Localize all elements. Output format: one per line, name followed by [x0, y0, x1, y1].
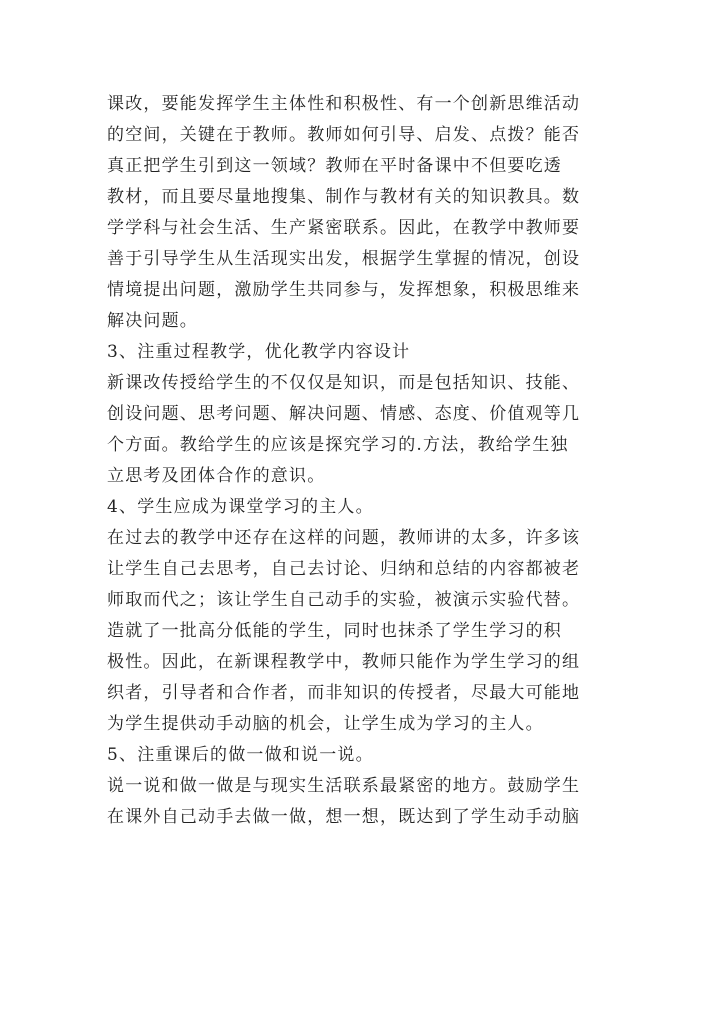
text-line: 在课外自己动手去做一做，想一想，既达到了学生动手动脑 — [107, 807, 581, 827]
text-line: 善于引导学生从生活现实出发，根据学生掌握的情况，创设 — [107, 249, 581, 269]
text-line: 造就了一批高分低能的学生，同时也抹杀了学生学习的积 — [107, 621, 562, 641]
text-line: 课改，要能发挥学生主体性和积极性、有一个创新思维活动 — [107, 94, 581, 114]
text-line: 为学生提供动手动脑的机会，让学生成为学习的主人。 — [107, 714, 544, 734]
text-line: 的空间，关键在于教师。教师如何引导、启发、点拨？能否 — [107, 125, 581, 145]
text-line: 个方面。教给学生的应该是探究学习的.方法，教给学生独 — [107, 435, 569, 455]
text-line: 情境提出问题，激励学生共同参与，发挥想象，积极思维来 — [107, 280, 581, 300]
text-line: 学学科与社会生活、生产紧密联系。因此，在教学中教师要 — [107, 218, 581, 238]
text-line: 立思考及团体合作的意识。 — [107, 466, 326, 486]
text-line: 教材，而且要尽量地搜集、制作与教材有关的知识教具。数 — [107, 187, 581, 207]
text-line: 新课改传授给学生的不仅仅是知识，而是包括知识、技能、 — [107, 373, 581, 393]
section-heading-4: 4、学生应成为课堂学习的主人。 — [107, 497, 374, 517]
section-heading-5: 5、注重课后的做一做和说一说。 — [107, 745, 374, 765]
text-line: 解决问题。 — [107, 311, 198, 331]
text-line: 在过去的教学中还存在这样的问题，教师讲的太多，许多该 — [107, 528, 581, 548]
text-line: 极性。因此，在新课程教学中，教师只能作为学生学习的组 — [107, 652, 581, 672]
text-line: 真正把学生引到这一领域？教师在平时备课中不但要吃透 — [107, 156, 562, 176]
text-line: 师取而代之；该让学生自己动手的实验，被演示实验代替。 — [107, 590, 581, 610]
text-line: 说一说和做一做是与现实生活联系最紧密的地方。鼓励学生 — [107, 776, 581, 796]
text-line: 创设问题、思考问题、解决问题、情感、态度、价值观等几 — [107, 404, 581, 424]
text-line: 织者，引导者和合作者，而非知识的传授者，尽最大可能地 — [107, 683, 581, 703]
section-heading-3: 3、注重过程教学，优化教学内容设计 — [107, 342, 411, 362]
body-text — [107, 89, 627, 833]
text-line: 让学生自己去思考，自己去讨论、归纳和总结的内容都被老 — [107, 559, 581, 579]
